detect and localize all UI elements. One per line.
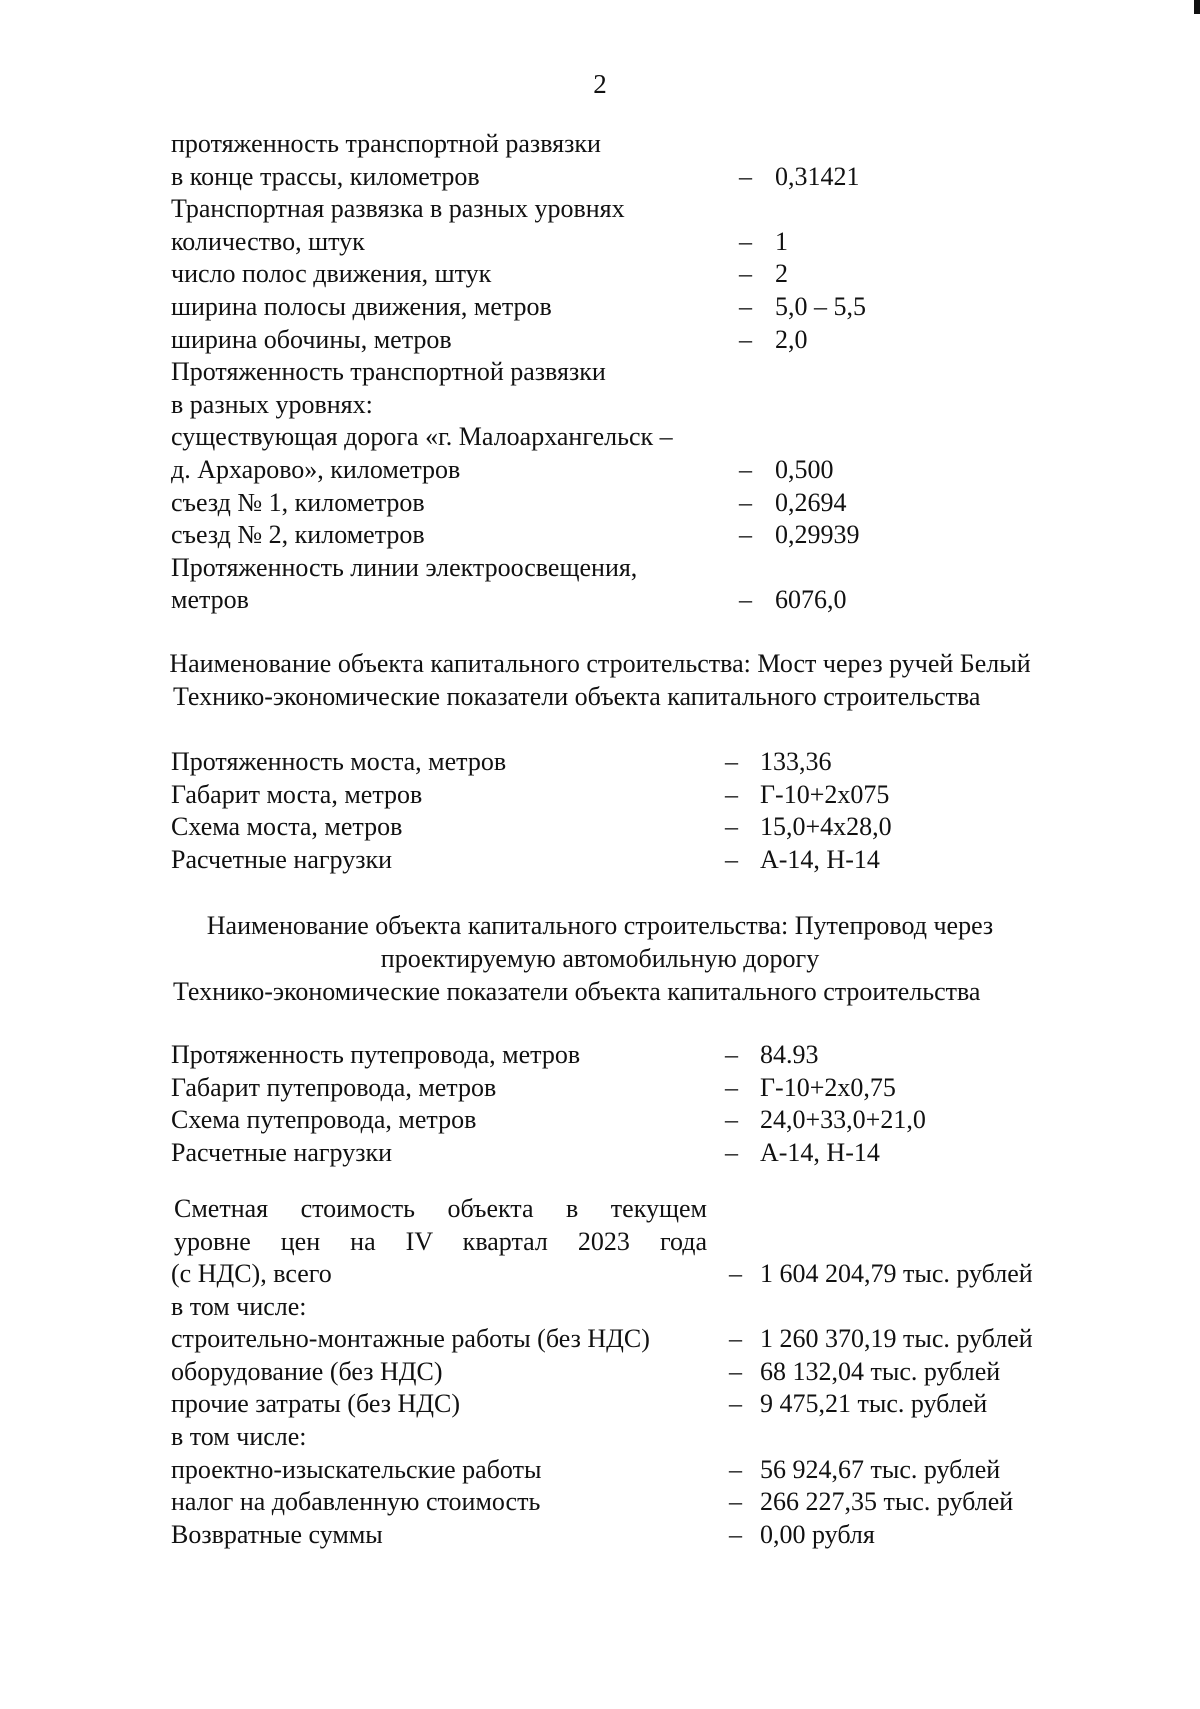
row-label: Расчетные нагрузки	[171, 1137, 393, 1167]
overpass-object-title-line2: проектируемую автомобильную дорогу	[380, 944, 820, 973]
row-label: количество, штук	[171, 226, 365, 256]
row-dash: –	[725, 1040, 738, 1069]
row-value: 2	[775, 259, 788, 289]
cost-row	[0, 1356, 1200, 1389]
overpass-parameters	[0, 1039, 1200, 1169]
row-label: съезд № 2, километров	[171, 520, 425, 550]
row-dash: –	[739, 585, 752, 615]
row-value: А-14, Н-14	[760, 844, 880, 874]
row-dash: –	[739, 454, 752, 484]
row-dash: –	[725, 1137, 738, 1167]
interchange-row	[0, 324, 1200, 357]
row-label: Расчетные нагрузки	[171, 844, 393, 874]
row-dash: –	[725, 1072, 738, 1102]
row-dash: –	[739, 324, 752, 354]
row-label: ширина полосы движения, метров	[171, 291, 552, 321]
row-dash: –	[739, 226, 752, 256]
row-value: 5,0 – 5,5	[775, 291, 866, 321]
bridge-row	[0, 746, 1200, 779]
cost-intro	[0, 1193, 1200, 1258]
row-dash: –	[725, 844, 738, 874]
row-dash: –	[725, 747, 738, 776]
row-label: в том числе:	[171, 1291, 307, 1321]
row-value: А-14, Н-14	[760, 1137, 880, 1167]
row-label: Протяженность транспортной развязки	[171, 357, 606, 387]
row-dash: –	[725, 812, 738, 842]
row-dash: –	[729, 1356, 742, 1386]
interchange-row	[0, 519, 1200, 552]
overpass-row	[0, 1039, 1200, 1072]
row-value: 24,0+33,0+21,0	[760, 1105, 926, 1135]
row-label: съезд № 1, километров	[171, 487, 425, 517]
row-value: 56 924,67 тыс. рублей	[760, 1454, 1001, 1484]
row-value: 84.93	[760, 1040, 819, 1069]
row-value: 15,0+4х28,0	[760, 812, 892, 842]
bridge-row	[0, 811, 1200, 844]
row-label: Возвратные суммы	[171, 1519, 383, 1549]
row-label: проектно-изыскательские работы	[171, 1454, 542, 1484]
row-label: Протяженность линии электроосвещения,	[171, 552, 638, 582]
overpass-object-title-line1: Наименование объекта капитального строительства: Путепровод через	[206, 911, 994, 940]
row-value: 0,29939	[775, 520, 860, 550]
row-value: 0,2694	[775, 487, 847, 517]
row-dash: –	[729, 1487, 742, 1517]
cost-breakdown	[0, 1258, 1200, 1551]
cost-row	[0, 1421, 1200, 1454]
interchange-row	[0, 258, 1200, 291]
interchange-row	[0, 193, 1200, 226]
interchange-row	[0, 584, 1200, 617]
interchange-row	[0, 454, 1200, 487]
interchange-row	[0, 291, 1200, 324]
cost-row	[0, 1519, 1200, 1552]
row-value: 6076,0	[775, 585, 847, 615]
bridge-row	[0, 844, 1200, 877]
interchange-parameters	[0, 128, 1200, 617]
overpass-indicators-subtitle: Технико-экономические показатели объекта капитального строительства	[173, 977, 981, 1006]
row-dash: –	[725, 1105, 738, 1135]
row-label: Схема моста, метров	[171, 812, 403, 842]
page-number: 2	[593, 69, 607, 99]
cost-row	[0, 1258, 1200, 1291]
row-label: оборудование (без НДС)	[171, 1356, 443, 1386]
row-dash: –	[729, 1324, 742, 1354]
cost-row	[0, 1486, 1200, 1519]
interchange-row	[0, 552, 1200, 585]
row-value: 0,500	[775, 454, 834, 484]
row-label: Габарит путепровода, метров	[171, 1072, 497, 1102]
row-label: Протяженность путепровода, метров	[171, 1040, 581, 1069]
row-value: 1 260 370,19 тыс. рублей	[760, 1324, 1033, 1354]
interchange-row	[0, 128, 1200, 161]
row-dash: –	[729, 1454, 742, 1484]
row-value: 68 132,04 тыс. рублей	[760, 1356, 1001, 1386]
row-value: Г-10+2х075	[760, 779, 890, 809]
row-dash: –	[739, 161, 752, 191]
row-label: ширина обочины, метров	[171, 324, 452, 354]
row-label: (с НДС), всего	[171, 1259, 332, 1288]
row-dash: –	[729, 1389, 742, 1419]
row-label: в конце трассы, километров	[171, 161, 480, 191]
row-dash: –	[739, 259, 752, 289]
overpass-row	[0, 1104, 1200, 1137]
row-dash: –	[729, 1519, 742, 1549]
interchange-row	[0, 226, 1200, 259]
row-label: Схема путепровода, метров	[171, 1105, 477, 1135]
row-value: 0,31421	[775, 161, 860, 191]
row-label: прочие затраты (без НДС)	[171, 1389, 460, 1419]
bridge-object-title: Наименование объекта капитального строительства: Мост через ручей Белый	[169, 649, 1031, 678]
interchange-row	[0, 161, 1200, 194]
interchange-row	[0, 389, 1200, 422]
row-value: 9 475,21 тыс. рублей	[760, 1389, 988, 1419]
row-label: Протяженность моста, метров	[171, 747, 507, 776]
interchange-row	[0, 356, 1200, 389]
row-value: 1	[775, 226, 788, 256]
row-dash: –	[739, 487, 752, 517]
interchange-row	[0, 487, 1200, 520]
row-label: метров	[171, 585, 249, 615]
scan-edge-mark	[1194, 0, 1200, 14]
row-dash: –	[739, 291, 752, 321]
row-label: Транспортная развязка в разных уровнях	[171, 194, 625, 224]
row-label: в том числе:	[171, 1421, 307, 1451]
cost-row	[0, 1291, 1200, 1324]
row-label: налог на добавленную стоимость	[171, 1487, 541, 1517]
row-value: Г-10+2х0,75	[760, 1072, 896, 1102]
row-value: 2,0	[775, 324, 808, 354]
bridge-row	[0, 779, 1200, 812]
interchange-row	[0, 421, 1200, 454]
cost-intro-line2: уровне цен на IV квартал 2023 года	[174, 1226, 707, 1256]
cost-intro-line1: Сметная стоимость объекта в текущем	[174, 1194, 707, 1223]
row-label: строительно-монтажные работы (без НДС)	[171, 1324, 650, 1354]
row-label: в разных уровнях:	[171, 389, 373, 419]
overpass-row	[0, 1072, 1200, 1105]
row-dash: –	[725, 779, 738, 809]
row-label: протяженность транспортной развязки	[171, 129, 601, 158]
cost-row	[0, 1323, 1200, 1356]
row-label: существующая дорога «г. Малоархангельск –	[171, 422, 673, 452]
cost-row	[0, 1388, 1200, 1421]
overpass-row	[0, 1137, 1200, 1170]
bridge-indicators-subtitle: Технико-экономические показатели объекта капитального строительства	[173, 682, 981, 711]
row-label: Габарит моста, метров	[171, 779, 423, 809]
row-value: 1 604 204,79 тыс. рублей	[760, 1259, 1033, 1288]
bridge-parameters	[0, 746, 1200, 876]
row-value: 133,36	[760, 747, 832, 776]
row-value: 266 227,35 тыс. рублей	[760, 1487, 1014, 1517]
row-label: число полос движения, штук	[171, 259, 492, 289]
row-dash: –	[729, 1259, 742, 1288]
row-dash: –	[739, 520, 752, 550]
row-value: 0,00 рубля	[760, 1519, 875, 1549]
row-label: д. Архарово», километров	[171, 454, 461, 484]
cost-row	[0, 1454, 1200, 1487]
